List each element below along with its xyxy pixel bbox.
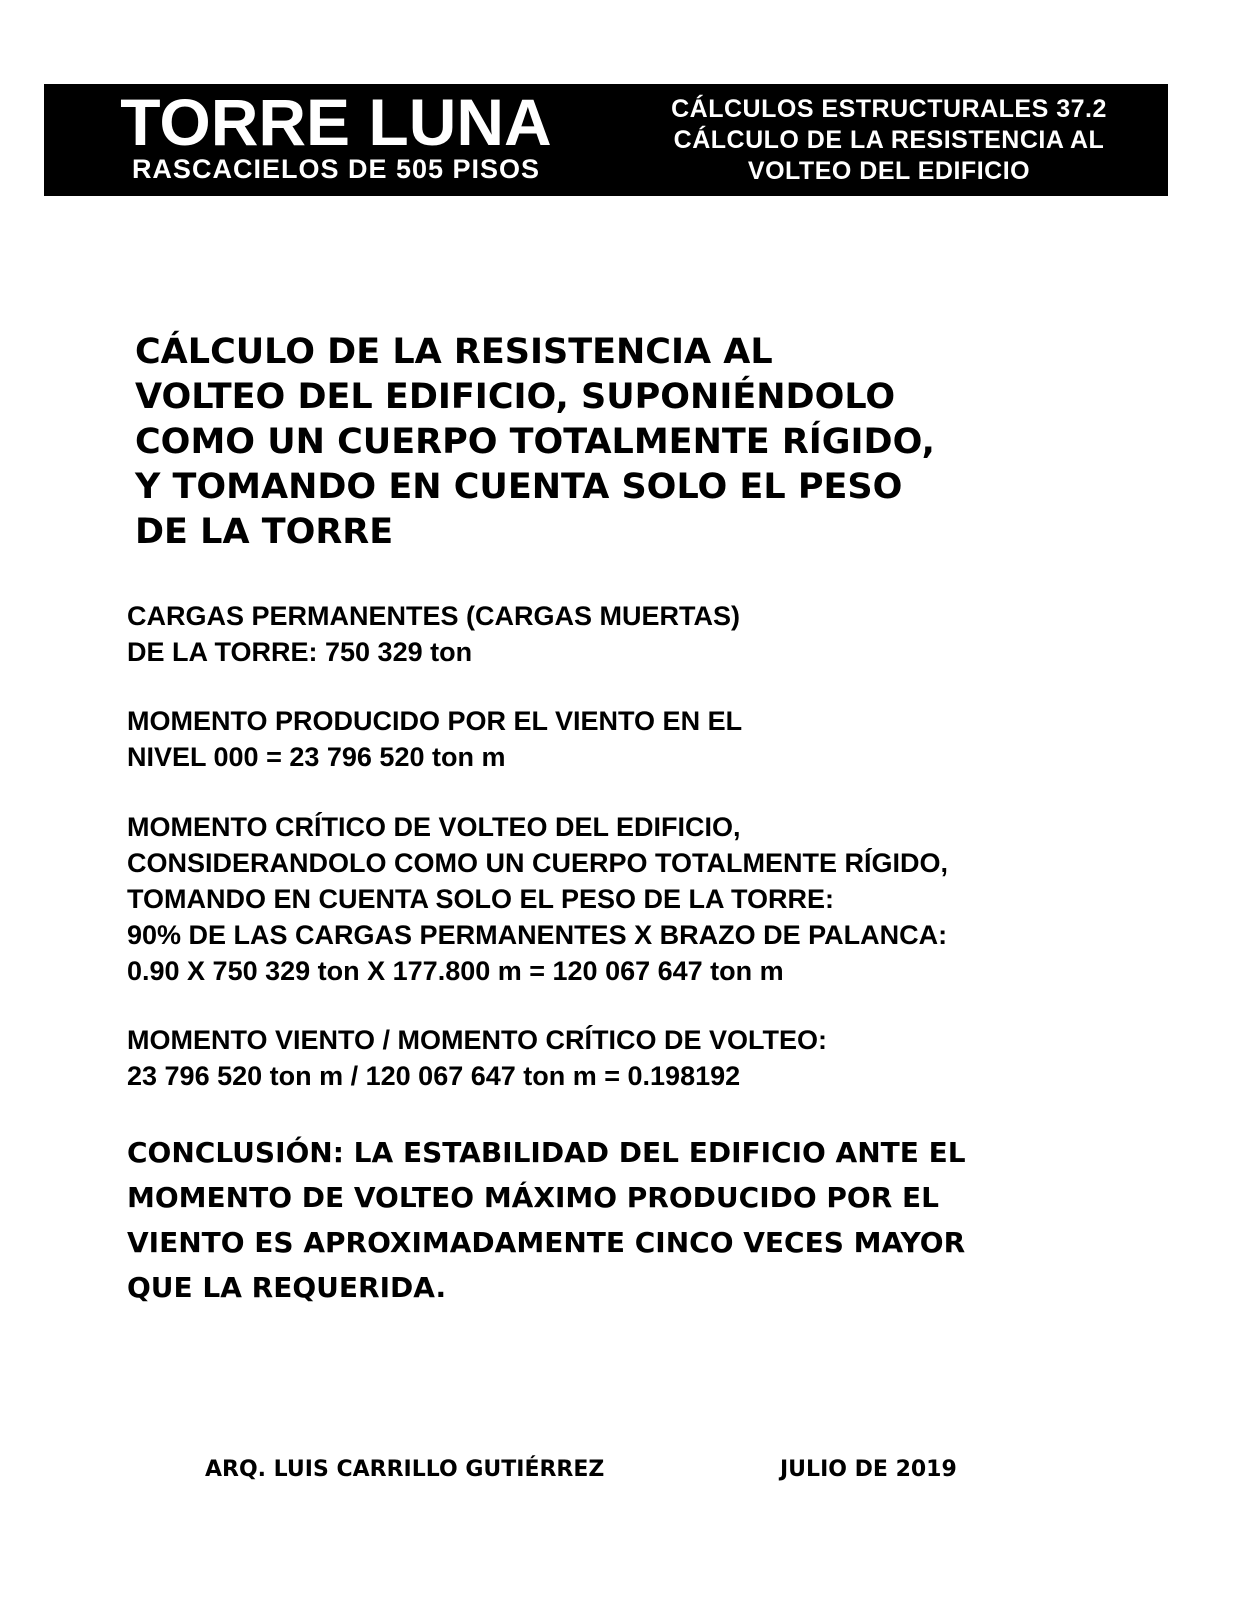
momento-critico-paragraph <box>127 809 1127 989</box>
paragraph-line: MOMENTO CRÍTICO DE VOLTEO DEL EDIFICIO, <box>127 812 741 842</box>
conclusion-line: QUE LA REQUERIDA. <box>127 1271 447 1304</box>
paragraph-line: 90% DE LAS CARGAS PERMANENTES X BRAZO DE PALANCA: <box>127 920 948 950</box>
heading-line: CÁLCULO DE LA RESISTENCIA AL <box>135 332 773 372</box>
header-section-label <box>629 94 1149 187</box>
paragraph-line: CONSIDERANDOLO COMO UN CUERPO TOTALMENTE RÍGIDO, <box>127 848 949 878</box>
header-section-line: CÁLCULO DE LA RESISTENCIA AL <box>673 126 1105 154</box>
header-title-group <box>76 85 596 184</box>
paragraph-line: 23 796 520 ton m / 120 067 647 ton m = 0.198192 <box>127 1061 741 1091</box>
conclusion-line: VIENTO ES APROXIMADAMENTE CINCO VECES MAYOR <box>127 1226 966 1259</box>
momento-viento-paragraph <box>127 703 1127 775</box>
paragraph-line: 0.90 X 750 329 ton X 177.800 m = 120 067 647 ton m <box>127 956 784 986</box>
paragraph-line: TOMANDO EN CUENTA SOLO EL PESO DE LA TORRE: <box>127 884 835 914</box>
paragraph-line: NIVEL 000 = 23 796 520 ton m <box>127 742 506 772</box>
paragraph-line: DE LA TORRE: 750 329 ton <box>127 637 473 667</box>
header-banner <box>44 84 1168 196</box>
conclusion-line: MOMENTO DE VOLTEO MÁXIMO PRODUCIDO POR EL <box>127 1181 939 1214</box>
document-title: TORRE LUNA <box>120 85 552 159</box>
heading-line: Y TOMANDO EN CUENTA SOLO EL PESO <box>135 467 903 507</box>
ratio-paragraph <box>127 1022 1127 1094</box>
heading-line: VOLTEO DEL EDIFICIO, SUPONIÉNDOLO <box>135 377 896 417</box>
document-subtitle: RASCACIELOS DE 505 PISOS <box>131 154 541 184</box>
header-section-line: VOLTEO DEL EDIFICIO <box>747 157 1031 185</box>
footer-date: JULIO DE 2019 <box>780 1457 957 1482</box>
cargas-permanentes-paragraph <box>127 598 1127 670</box>
conclusion-paragraph <box>127 1130 1127 1310</box>
paragraph-line: MOMENTO PRODUCIDO POR EL VIENTO EN EL <box>127 706 743 736</box>
heading-line: COMO UN CUERPO TOTALMENTE RÍGIDO, <box>135 422 935 462</box>
paragraph-line: MOMENTO VIENTO / MOMENTO CRÍTICO DE VOLTEO: <box>127 1025 828 1055</box>
paragraph-line: CARGAS PERMANENTES (CARGAS MUERTAS) <box>127 601 741 631</box>
header-section-line: CÁLCULOS ESTRUCTURALES 37.2 <box>671 95 1107 123</box>
conclusion-line: CONCLUSIÓN: LA ESTABILIDAD DEL EDIFICIO ANTE EL <box>127 1136 966 1169</box>
footer-author: ARQ. LUIS CARRILLO GUTIÉRREZ <box>205 1457 605 1482</box>
main-heading <box>135 330 1135 555</box>
heading-line: DE LA TORRE <box>135 512 394 552</box>
